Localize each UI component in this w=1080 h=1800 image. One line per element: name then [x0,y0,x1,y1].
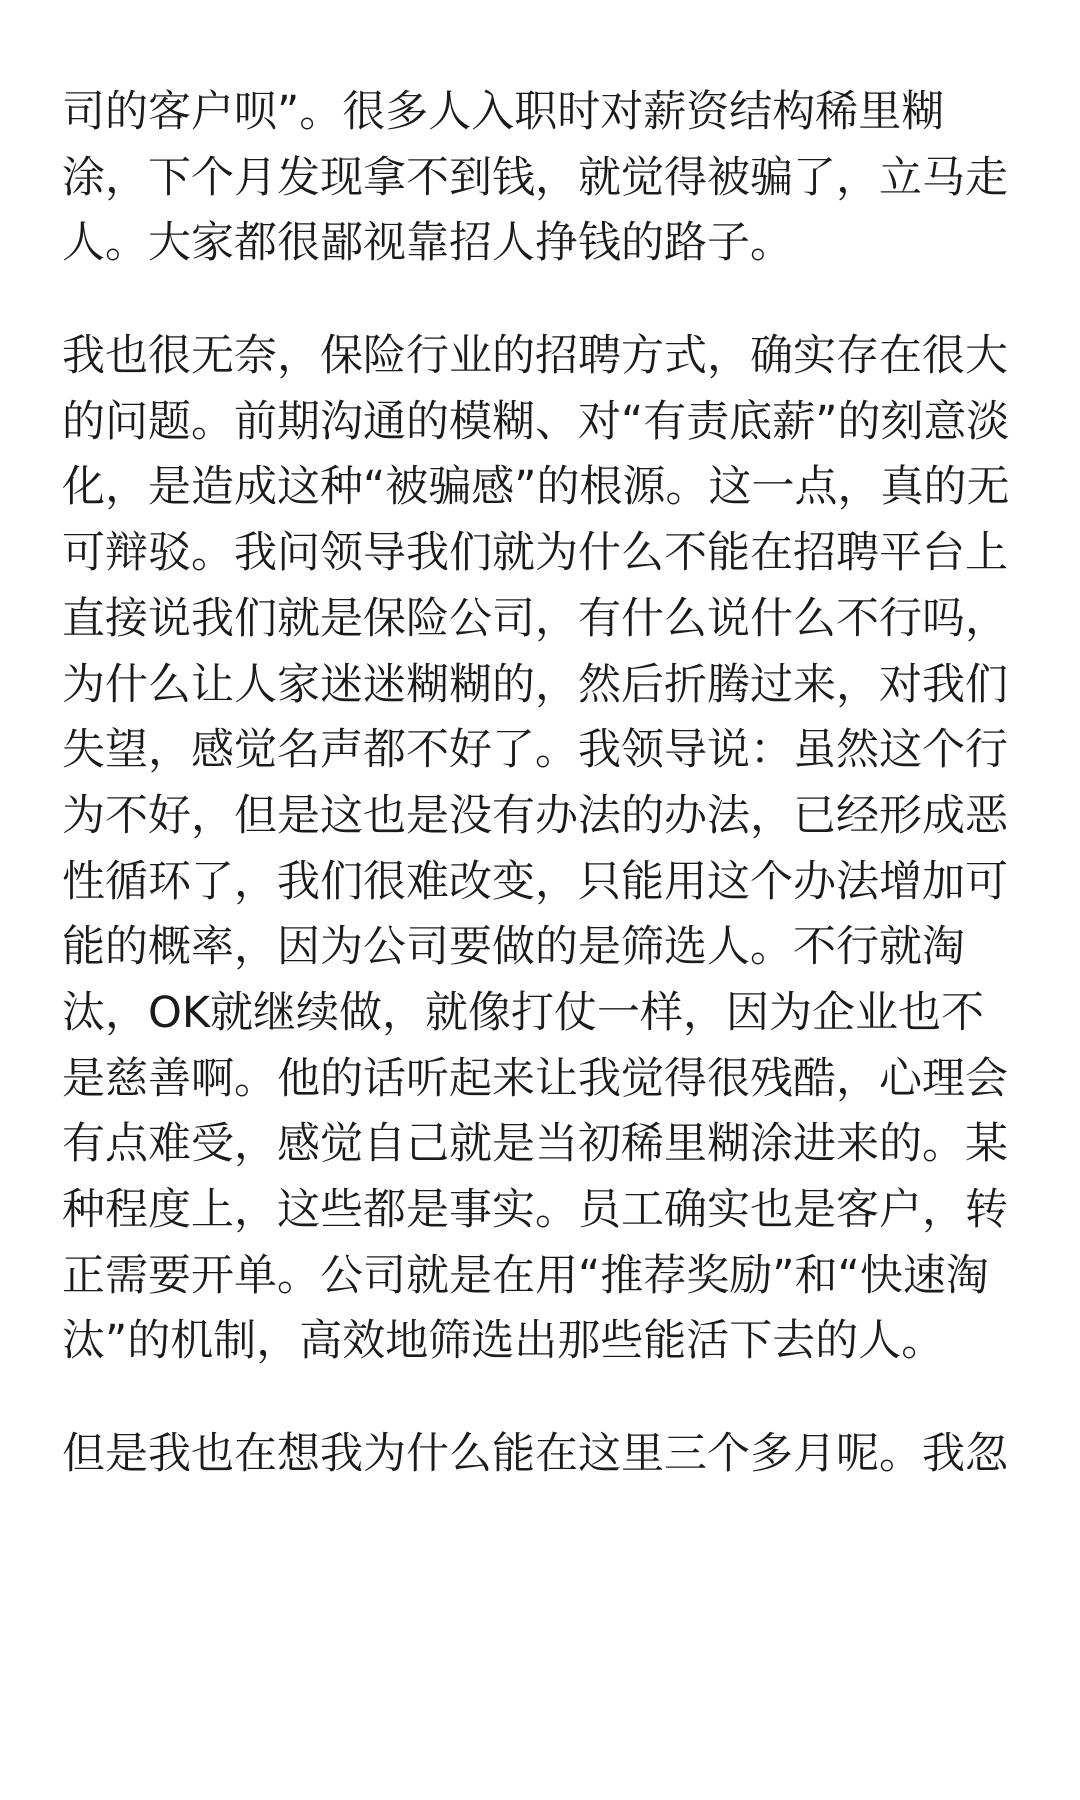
text-line: 我也很无奈，保险行业的招聘方式，确实存在很大 [62,331,1008,382]
text-line: 汰，OK就继续做，就像打仗一样，因为企业也不 [62,987,985,1038]
text-line: 的问题。前期沟通的模糊、对“有责底薪”的刻意淡 [62,396,1010,447]
text-line: 是慈善啊。他的话听起来让我觉得很残酷，心理会 [62,1053,1008,1104]
text-line: 但是我也在想我为什么能在这里三个多月呢。我忽 [62,1429,1008,1480]
text-line: 正需要开单。公司就是在用“推荐奖励”和“快速淘 [62,1250,989,1301]
article-body [62,80,1022,1535]
text-line: 司的客户呗”。很多人入职时对薪资结构稀里糊 [62,87,945,137]
text-line: 能的概率，因为公司要做的是筛选人。不行就淘 [62,922,965,973]
text-line: 为不好，但是这也是没有办法的办法，已经形成恶 [62,790,1008,841]
text-line: 汰”的机制，高效地筛选出那些能活下去的人。 [62,1316,945,1367]
paragraph-1 [62,80,1022,277]
text-line: 可辩驳。我问领导我们就为什么不能在招聘平台上 [62,528,1008,579]
text-line: 涂，下个月发现拿不到钱，就觉得被骗了，立马走 [62,152,1008,203]
text-line: 失望，感觉名声都不好了。我领导说：虽然这个行 [62,725,1008,776]
text-line: 性循环了，我们很难改变，只能用这个办法增加可 [62,856,1008,907]
text-line: 有点难受，感觉自己就是当初稀里糊涂进来的。某 [62,1119,1008,1170]
text-line: 直接说我们就是保险公司，有什么说什么不行吗， [62,593,1008,644]
text-line: 种程度上，这些都是事实。员工确实也是客户，转 [62,1185,1008,1235]
paragraph-2 [62,324,1022,1375]
text-line: 化，是造成这种“被骗感”的根源。这一点，真的无 [62,462,1010,513]
paragraph-3 [62,1422,1022,1488]
text-line: 为什么让人家迷迷糊糊的，然后折腾过来，对我们 [62,659,1008,710]
text-line: 人。大家都很鄙视靠招人挣钱的路子。 [62,218,793,269]
